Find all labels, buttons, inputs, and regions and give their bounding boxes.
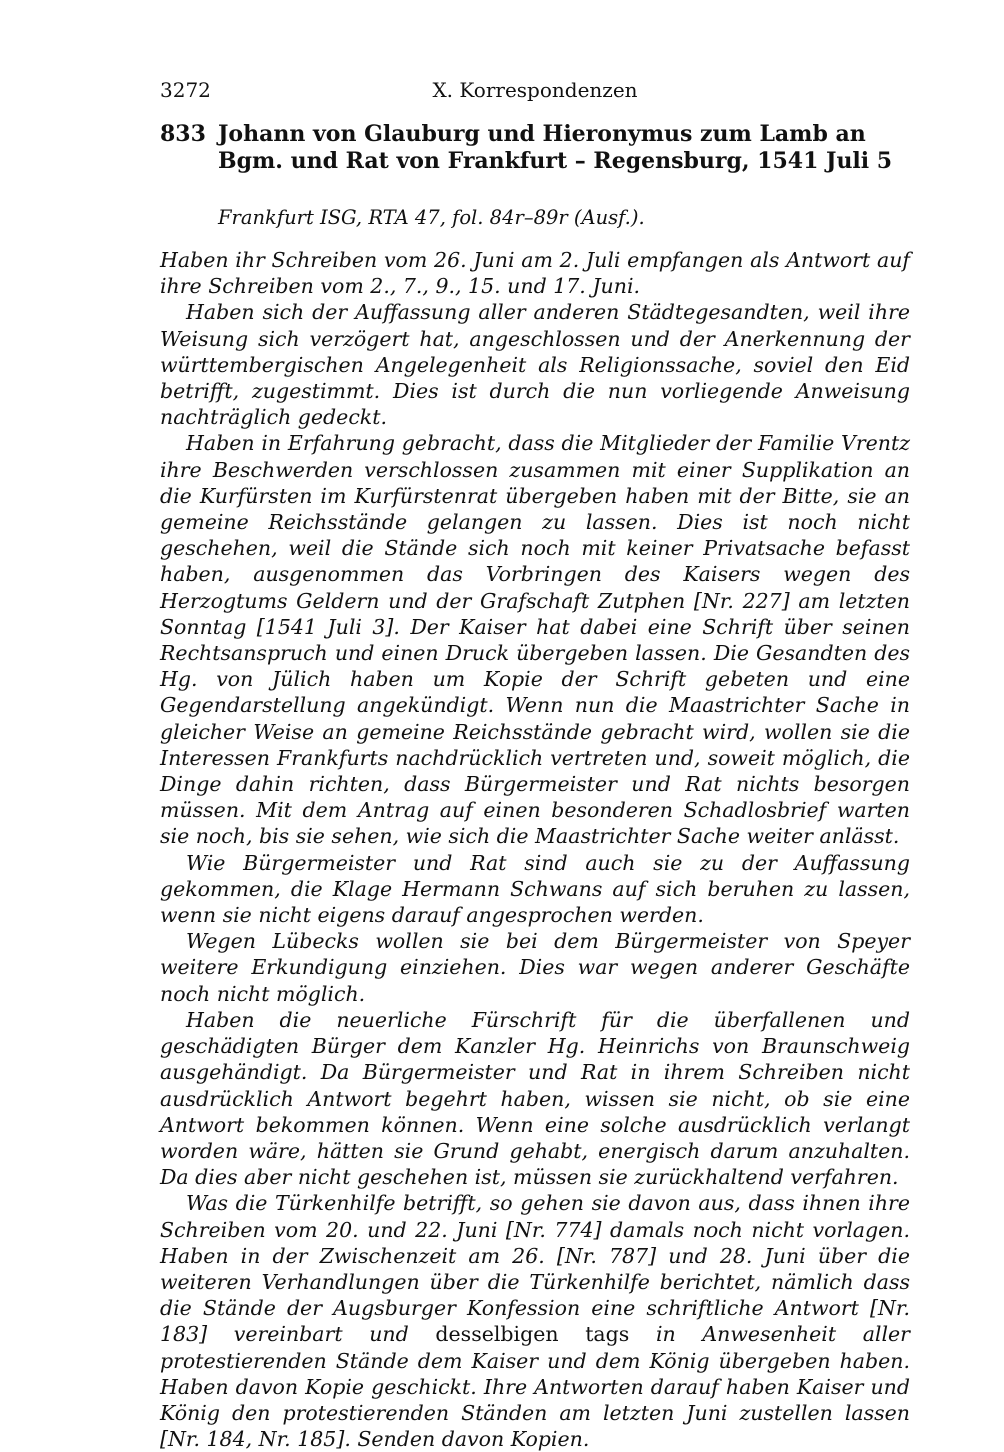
body-text xyxy=(160,247,910,1452)
paragraph: Haben die neuerliche Fürschrift für die überfallenen und geschädigten Bürger dem Kanzler Hg. Heinrichs von Braunschweig ausgehändigt. Da Bürgermeister und Rat in ihrem Schreiben nicht ausdrücklich Antwort begehrt haben, wissen sie nicht, ob sie eine Antwort bekommen können. Wenn eine solche ausdrücklich verlangt worden wäre, hätten sie Grund gehabt, energisch darum anzuhalten. Da dies aber nicht geschehen ist, müssen sie zurückhaltend verfahren. xyxy=(160,1007,910,1190)
paragraph: Haben sich der Auffassung aller anderen Städtegesandten, weil ihre Weisung sich verzögert hat, angeschlossen und der Anerkennung der württembergischen Angelegenheit als Religionssache, soviel den Eid betrifft, zugestimmt. Dies ist durch die nun vorliegende Anweisung nachträglich gedeckt. xyxy=(160,300,910,430)
paragraph: Wegen Lübecks wollen sie bei dem Bürgermeister von Speyer weitere Erkundigung einziehen. Dies war wegen anderer Geschäfte noch nicht möglich. xyxy=(160,929,910,1006)
paragraph: Haben in Erfahrung gebracht, dass die Mitglieder der Familie Vrentz ihre Beschwerden verschlossen zusammen mit einer Supplikation an die Kurfürsten im Kurfürstenrat übergeben haben mit der Bitte, sie an gemeine Reichsstände gelangen zu lassen. Dies ist noch nicht geschehen, weil die Stände sich noch mit keiner Privatsache befasst haben, ausgenommen das Vorbringen des Kaisers wegen des Herzogtums Geldern und der Grafschaft Zutphen [Nr. 227] am letzten Sonntag [1541 Juli 3]. Der Kaiser hat dabei eine Schrift über seinen Rechtsanspruch und einen Druck übergeben lassen. Die Gesandten des Hg. von Jülich haben um Kopie der Schrift gebeten und eine Gegendarstellung angekündigt. Wenn nun die Maastrichter Sache in gleicher Weise an gemeine Reichsstände gebracht wird, wollen sie die Interessen Frankfurts nachdrücklich vertreten und, soweit möglich, die Dinge dahin richten, dass Bürgermeister und Rat nichts besorgen müssen. Mit dem Antrag auf einen besonderen Schadlosbrief warten sie noch, bis sie sehen, wie sich die Maastrichter Sache weiter anlässt. xyxy=(160,431,910,849)
paragraph: Wie Bürgermeister und Rat sind auch sie zu der Auffassung gekommen, die Klage Hermann Schwans auf sich beruhen zu lassen, wenn sie nicht eigens darauf angesprochen werden. xyxy=(160,850,910,928)
running-title: X. Korrespondenzen xyxy=(432,78,638,102)
paragraph: Haben ihr Schreiben vom 26. Juni am 2. Juli empfangen als Antwort auf ihre Schreiben vom 2., 7., 9., 15. und 17. Juni. xyxy=(160,248,910,299)
quoted-phrase: desselbigen tags xyxy=(435,1322,630,1347)
entry-title: Johann von Glauburg und Hieronymus zum Lamb an Bgm. und Rat von Frankfurt – Regensburg, 1541 Juli 5 xyxy=(218,121,893,174)
paragraph-text: Was die Türkenhilfe betrifft, so gehen sie davon aus, dass ihnen ihre Schreiben vom 20. und 22. Juni [Nr. 774] damals noch nicht vorlagen. Haben in der Zwischenzeit am 26. [Nr. 787] und 28. Juni über die weiteren Verhandlungen über die Türkenhilfe berichtet, nämlich dass die Stände der Augsburger Konfession eine schriftliche Antwort [Nr. 183] vereinbart und xyxy=(160,1191,910,1347)
page xyxy=(160,78,910,1452)
running-head xyxy=(160,78,910,108)
paragraph-text: in Anwesenheit aller protestierenden Stände dem Kaiser und dem König übergeben haben. Haben davon Kopie geschickt. Ihre Antworten darauf haben Kaiser und König den protestierenden Ständen am letzten Juni zustellen lassen [Nr. 184, Nr. 185]. Senden davon Kopien. xyxy=(160,1322,910,1452)
source-reference: Frankfurt ISG, RTA 47, fol. 84r–89r (Ausf.). xyxy=(218,206,645,229)
paragraph-last xyxy=(160,1190,910,1452)
page-number: 3272 xyxy=(160,78,211,102)
entry-heading xyxy=(160,121,910,175)
entry-number: 833 xyxy=(160,121,206,147)
